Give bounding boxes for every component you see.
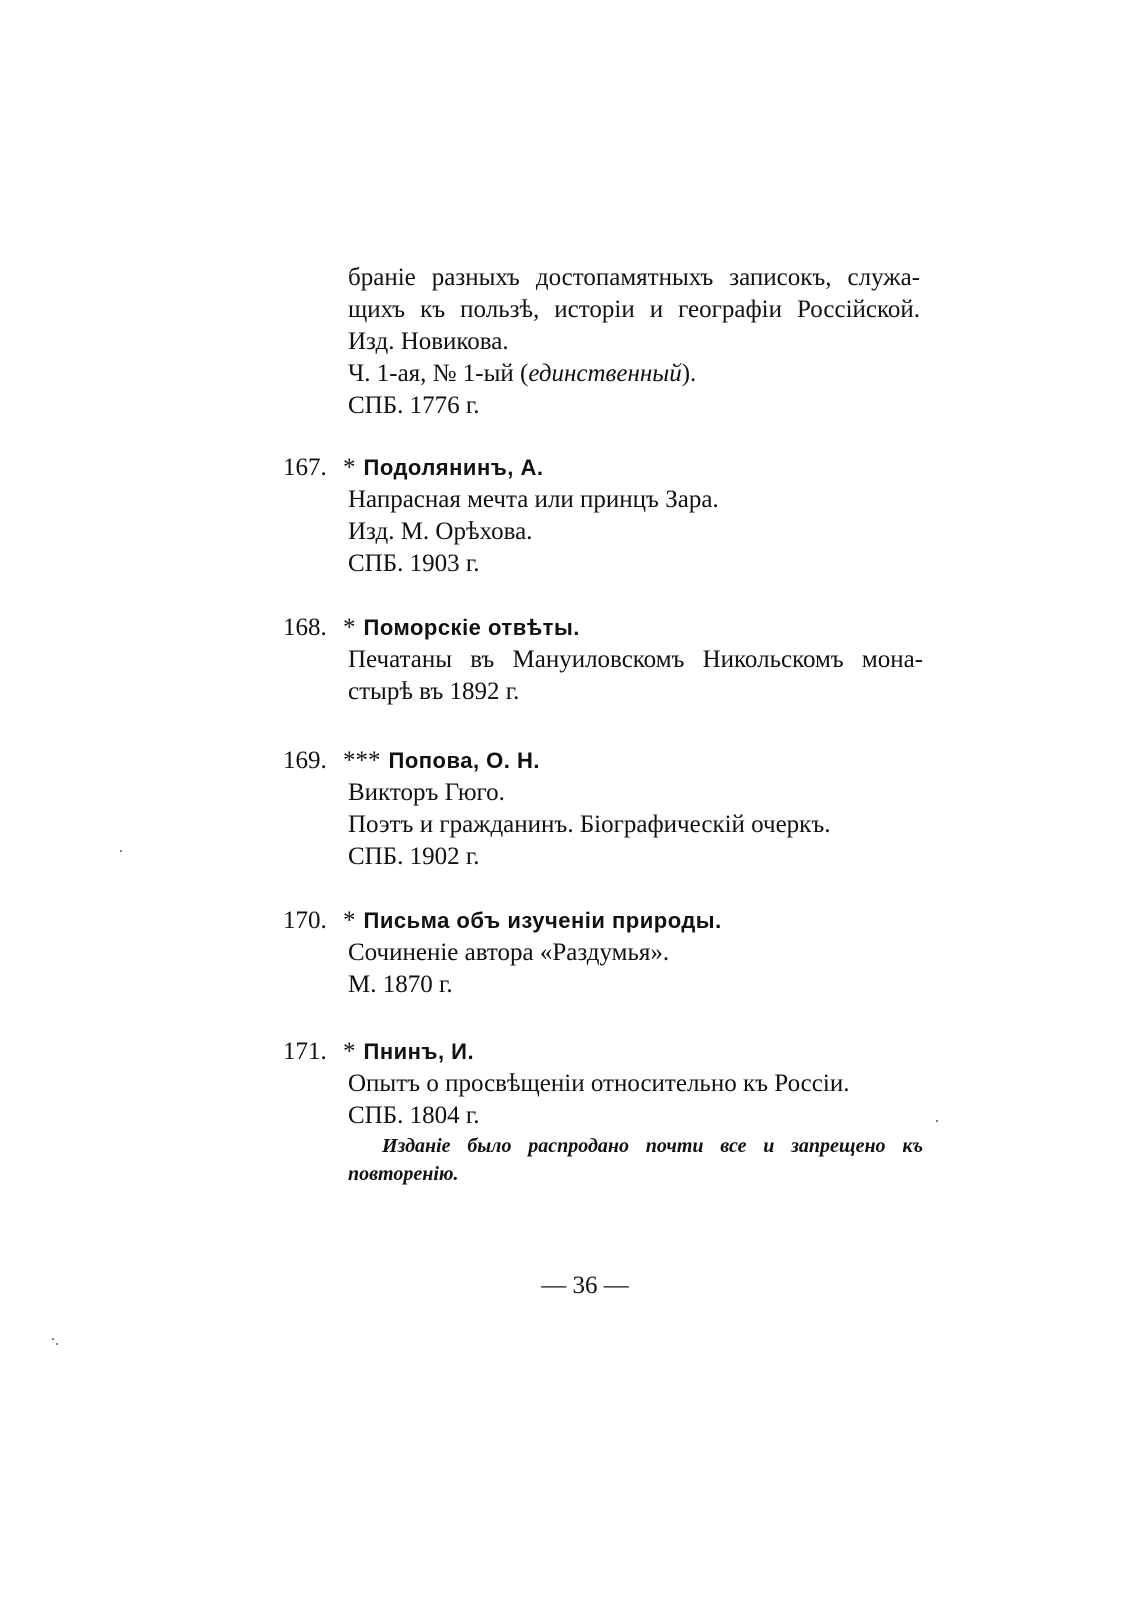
entry-line: Викторъ Гюго. bbox=[348, 779, 505, 806]
entry-author: Подолянинъ, А. bbox=[363, 455, 544, 480]
scan-speck bbox=[56, 1343, 58, 1345]
continuation-line: браніе разныхъ достопамятныхъ записокъ, служа- bbox=[348, 264, 920, 291]
entry-line: СПБ. 1804 г. bbox=[348, 1102, 480, 1129]
entry-body bbox=[348, 1068, 923, 1132]
entry-note-line: Изданіе было распродано почти все и запрещено къ bbox=[382, 1135, 923, 1157]
entry-line: стырѣ въ 1892 г. bbox=[348, 678, 520, 705]
entry-mark: * bbox=[343, 454, 356, 481]
entry-line: М. 1870 г. bbox=[348, 971, 453, 998]
entry-body bbox=[348, 484, 923, 580]
scan-speck bbox=[936, 1120, 938, 1122]
entry-body bbox=[348, 777, 923, 873]
entry-line: Напрасная мечта или принцъ Зара. bbox=[348, 486, 719, 513]
entry-author: Поморскіе отвѣты. bbox=[363, 615, 580, 640]
entry-number: 169. bbox=[283, 747, 327, 774]
entry-heading bbox=[283, 745, 923, 777]
entry-author: Попова, О. Н. bbox=[388, 748, 541, 773]
entry-line: СПБ. 1903 г. bbox=[348, 550, 480, 577]
page-number: — 36 — bbox=[541, 1272, 629, 1299]
entry-note-line: повторенію. bbox=[348, 1163, 459, 1185]
entry-number: 171. bbox=[283, 1038, 327, 1065]
entry-body bbox=[348, 644, 923, 708]
entry-author: Пнинъ, И. bbox=[363, 1039, 475, 1064]
continuation-line: щихъ къ пользѣ, исторіи и географіи Россійской. bbox=[348, 296, 920, 323]
continuation-line: СПБ. 1776 г. bbox=[348, 392, 480, 419]
bibliography-entry bbox=[283, 612, 923, 708]
entry-mark: * bbox=[343, 614, 356, 641]
continuation-line: Изд. Новикова. bbox=[348, 328, 509, 355]
scan-speck bbox=[120, 850, 122, 852]
entry-body bbox=[348, 937, 923, 1001]
bibliography-entry bbox=[283, 905, 923, 1001]
continuation-italic-text: единственный bbox=[528, 360, 682, 387]
entry-heading bbox=[283, 612, 923, 644]
entry-line: СПБ. 1902 г. bbox=[348, 843, 480, 870]
entry-heading bbox=[283, 1036, 923, 1068]
scan-speck bbox=[52, 1338, 54, 1340]
entry-author: Письма объ изученіи природы. bbox=[363, 908, 722, 933]
entry-heading bbox=[283, 452, 923, 484]
bibliography-entry bbox=[283, 745, 923, 873]
bibliography-entry bbox=[283, 1036, 923, 1188]
entry-line: Печатаны въ Мануиловскомъ Никольскомъ мона- bbox=[348, 646, 923, 673]
continuation-text: ). bbox=[681, 360, 697, 387]
continuation-text: Ч. 1-ая, № 1-ый ( bbox=[348, 360, 529, 387]
entry-line: Изд. М. Орѣхова. bbox=[348, 518, 533, 545]
bibliography-entry bbox=[283, 452, 923, 580]
entry-heading bbox=[283, 905, 923, 937]
entry-mark: *** bbox=[343, 747, 381, 774]
entry-line: Сочиненіе автора «Раздумья». bbox=[348, 939, 670, 966]
entry-number: 167. bbox=[283, 454, 327, 481]
entry-continuation bbox=[348, 262, 920, 422]
entry-mark: * bbox=[343, 1038, 356, 1065]
entry-line: Опытъ о просвѣщеніи относительно къ Россіи. bbox=[348, 1070, 850, 1097]
entry-number: 168. bbox=[283, 614, 327, 641]
entry-note bbox=[348, 1132, 923, 1188]
entry-number: 170. bbox=[283, 907, 327, 934]
entry-mark: * bbox=[343, 907, 356, 934]
continuation-line bbox=[348, 358, 920, 390]
entry-line: Поэтъ и гражданинъ. Біографическій очеркъ. bbox=[348, 811, 831, 838]
